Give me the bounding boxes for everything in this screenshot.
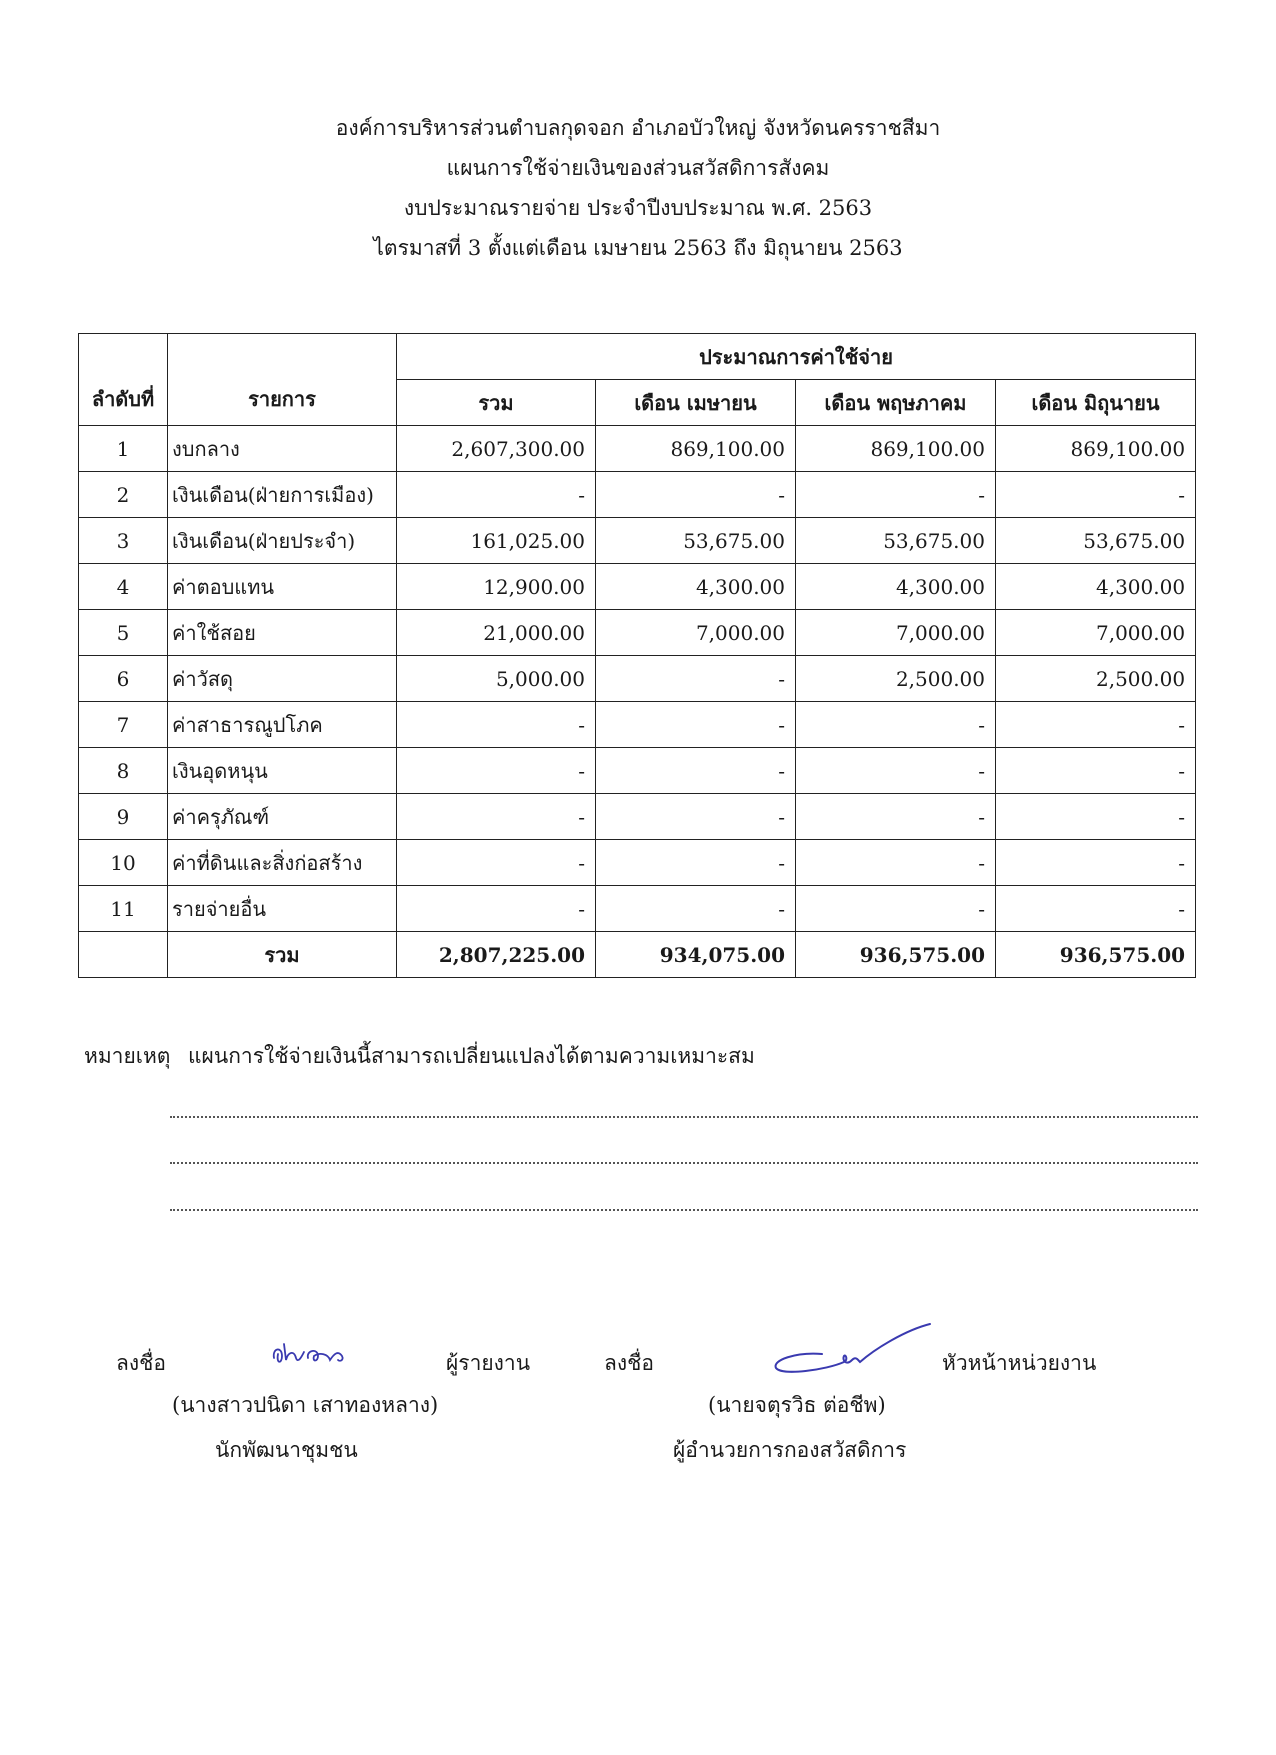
row-total: - (397, 886, 596, 932)
row-number: 2 (79, 472, 168, 518)
row-may: - (796, 794, 996, 840)
row-june: 2,500.00 (996, 656, 1196, 702)
remark (84, 1040, 755, 1073)
budget-year: งบประมาณรายจ่าย ประจำปีงบประมาณ พ.ศ. 2563 (403, 196, 873, 220)
row-total: - (397, 794, 596, 840)
row-may: - (796, 748, 996, 794)
row-june: - (996, 748, 1196, 794)
quarter-period: ไตรมาสที่ 3 ตั้งแต่เดือน เมษายน 2563 ถึง มิถุนายน 2563 (373, 236, 903, 260)
table-row (79, 886, 1196, 932)
row-april: 4,300.00 (596, 564, 796, 610)
row-total: - (397, 748, 596, 794)
header-june: เดือน มิถุนายน (996, 380, 1196, 426)
row-total: 12,900.00 (397, 564, 596, 610)
row-number: 10 (79, 840, 168, 886)
row-april: - (596, 840, 796, 886)
table-row (79, 564, 1196, 610)
dotted-line-2 (170, 1162, 1198, 1164)
right-name: (นายจตุรวิธ ต่อชีพ) (708, 1393, 886, 1417)
total-april: 934,075.00 (596, 932, 796, 978)
row-may: - (796, 702, 996, 748)
row-number: 1 (79, 426, 168, 472)
remark-text: แผนการใช้จ่ายเงินนี้สามารถเปลี่ยนแปลงได้ตามความเหมาะสม (188, 1044, 755, 1068)
table-row (79, 748, 1196, 794)
row-item: ค่าที่ดินและสิ่งก่อสร้าง (168, 840, 397, 886)
left-sign-label: ลงชื่อ (116, 1351, 166, 1375)
plan-title: แผนการใช้จ่ายเงินของส่วนสวัสดิการสังคม (446, 156, 830, 180)
row-april: - (596, 886, 796, 932)
budget-table (78, 333, 1196, 978)
row-june: 4,300.00 (996, 564, 1196, 610)
table-row (79, 702, 1196, 748)
row-april: - (596, 702, 796, 748)
header-total: รวม (397, 380, 596, 426)
row-number: 6 (79, 656, 168, 702)
row-june: 7,000.00 (996, 610, 1196, 656)
total-sum: 2,807,225.00 (397, 932, 596, 978)
table-row (79, 426, 1196, 472)
row-april: 869,100.00 (596, 426, 796, 472)
row-total: - (397, 702, 596, 748)
row-april: 53,675.00 (596, 518, 796, 564)
row-item: รายจ่ายอื่น (168, 886, 397, 932)
table-row (79, 610, 1196, 656)
table-row (79, 840, 1196, 886)
row-number: 8 (79, 748, 168, 794)
header-item: รายการ (168, 334, 397, 426)
row-item: ค่าตอบแทน (168, 564, 397, 610)
row-may: 53,675.00 (796, 518, 996, 564)
table-row (79, 656, 1196, 702)
row-may: - (796, 472, 996, 518)
row-total: 161,025.00 (397, 518, 596, 564)
row-total: - (397, 472, 596, 518)
document-header (0, 108, 1276, 268)
dotted-line-1 (170, 1116, 1198, 1118)
right-role: หัวหน้าหน่วยงาน (942, 1351, 1097, 1375)
header-april: เดือน เมษายน (596, 380, 796, 426)
total-no-cell (79, 932, 168, 978)
left-role: ผู้รายงาน (446, 1351, 531, 1375)
row-april: - (596, 794, 796, 840)
row-number: 5 (79, 610, 168, 656)
row-number: 4 (79, 564, 168, 610)
row-april: - (596, 656, 796, 702)
row-april: - (596, 472, 796, 518)
left-signature (268, 1338, 348, 1372)
right-position: ผู้อำนวยการกองสวัสดิการ (673, 1438, 907, 1462)
table-row (79, 472, 1196, 518)
header-no: ลำดับที่ (79, 334, 168, 426)
row-may: - (796, 840, 996, 886)
left-position: นักพัฒนาชุมชน (215, 1438, 358, 1462)
row-june: - (996, 886, 1196, 932)
row-june: 53,675.00 (996, 518, 1196, 564)
row-june: - (996, 472, 1196, 518)
row-item: เงินเดือน(ฝ่ายประจำ) (168, 518, 397, 564)
row-total: 5,000.00 (397, 656, 596, 702)
row-may: - (796, 886, 996, 932)
row-item: ค่าสาธารณูปโภค (168, 702, 397, 748)
row-item: เงินเดือน(ฝ่ายการเมือง) (168, 472, 397, 518)
table-row (79, 518, 1196, 564)
row-june: - (996, 794, 1196, 840)
row-item: ค่าวัสดุ (168, 656, 397, 702)
right-sign-label: ลงชื่อ (604, 1351, 654, 1375)
total-june: 936,575.00 (996, 932, 1196, 978)
row-june: - (996, 702, 1196, 748)
header-may: เดือน พฤษภาคม (796, 380, 996, 426)
org-name: องค์การบริหารส่วนตำบลกุดจอก อำเภอบัวใหญ่ จังหวัดนครราชสีมา (335, 116, 941, 140)
row-number: 7 (79, 702, 168, 748)
row-may: 7,000.00 (796, 610, 996, 656)
row-may: 2,500.00 (796, 656, 996, 702)
row-june: 869,100.00 (996, 426, 1196, 472)
row-total: 2,607,300.00 (397, 426, 596, 472)
row-total: 21,000.00 (397, 610, 596, 656)
dotted-line-3 (170, 1209, 1198, 1211)
left-name: (นางสาวปนิดา เสาทองหลาง) (172, 1393, 439, 1417)
row-number: 3 (79, 518, 168, 564)
row-item: ค่าครุภัณฑ์ (168, 794, 397, 840)
row-june: - (996, 840, 1196, 886)
total-label: รวม (168, 932, 397, 978)
remark-label: หมายเหตุ (84, 1044, 171, 1068)
row-number: 11 (79, 886, 168, 932)
row-item: งบกลาง (168, 426, 397, 472)
table-body (79, 426, 1196, 932)
row-april: - (596, 748, 796, 794)
row-april: 7,000.00 (596, 610, 796, 656)
row-may: 869,100.00 (796, 426, 996, 472)
total-row (79, 932, 1196, 978)
header-estimate-group: ประมาณการค่าใช้จ่าย (397, 334, 1196, 380)
row-item: ค่าใช้สอย (168, 610, 397, 656)
row-number: 9 (79, 794, 168, 840)
total-may: 936,575.00 (796, 932, 996, 978)
table-row (79, 794, 1196, 840)
row-may: 4,300.00 (796, 564, 996, 610)
right-signature (766, 1316, 936, 1376)
row-total: - (397, 840, 596, 886)
row-item: เงินอุดหนุน (168, 748, 397, 794)
